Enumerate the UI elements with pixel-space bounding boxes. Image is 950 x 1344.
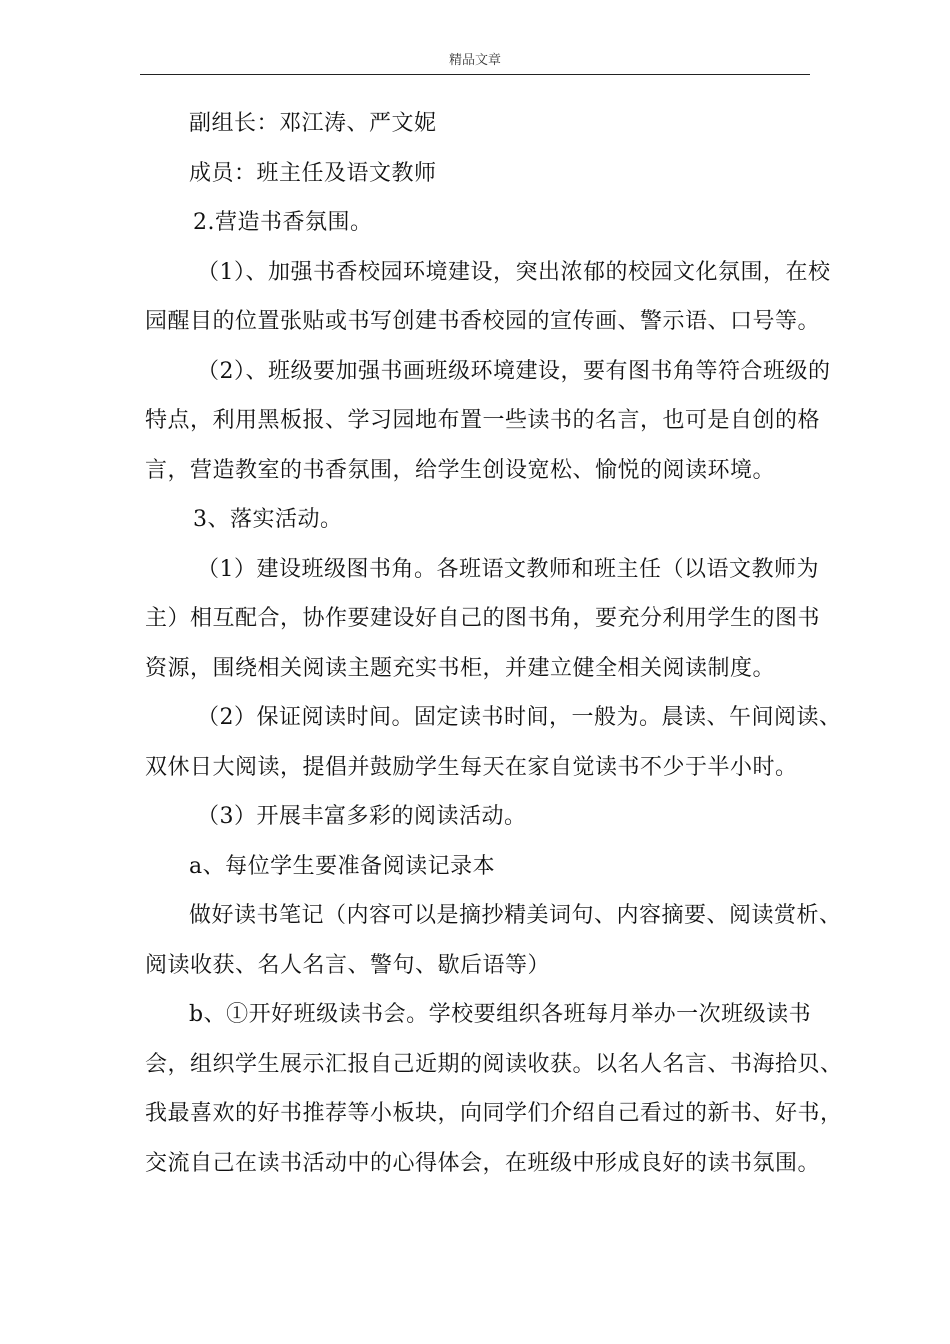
members-line: 成员：班主任及语文教师 (189, 160, 437, 186)
section-heading: 2.营造书香氛围。 (193, 210, 373, 235)
paragraph-line: 双休日大阅读，提倡并鼓励学生每天在家自觉读书不少于半小时。 (145, 754, 798, 780)
paragraph-line: 会，组织学生展示汇报自己近期的阅读收获。以名人名言、书海拾贝、 (145, 1051, 843, 1077)
document-body (145, 99, 843, 1188)
paragraph-line: 做好读书笔记（内容可以是摘抄精美词句、内容摘要、阅读赏析、 (189, 903, 842, 928)
paragraph-line: 资源，围绕相关阅读主题充实书柜，并建立健全相关阅读制度。 (145, 655, 776, 681)
page-header (140, 52, 810, 75)
paragraph-line: 我最喜欢的好书推荐等小板块，向同学们介绍自己看过的新书、好书， (145, 1101, 843, 1126)
paragraph-line: a、每位学生要准备阅读记录本 (189, 853, 496, 879)
section-heading: 3、落实活动。 (193, 507, 343, 532)
paragraph-line: （2）保证阅读时间。固定读书时间，一般为。晨读、午间阅读、 (197, 705, 842, 730)
paragraph-line: 特点，利用黑板报、学习园地布置一些读书的名言，也可是自创的格 (145, 408, 821, 433)
paragraph-line: （1）建设班级图书角。各班语文教师和班主任（以语文教师为 (197, 556, 819, 582)
paragraph-line: （3）开展丰富多彩的阅读活动。 (197, 804, 527, 829)
paragraph-line: 言，营造教室的书香氛围，给学生创设宽松、愉悦的阅读环境。 (145, 457, 776, 483)
paragraph-line: （1）、加强书香校园环境建设，突出浓郁的校园文化氛围，在校 (197, 259, 831, 285)
paragraph-line: （2）、班级要加强书画班级环境建设，要有图书角等符合班级的 (197, 358, 831, 384)
paragraph-line: b、①开好班级读书会。学校要组织各班每月举办一次班级读书 (189, 1002, 812, 1027)
paragraph-line: 阅读收获、名人名言、警句、歇后语等） (145, 952, 551, 978)
header-title: 精品文章 (448, 53, 501, 68)
paragraph-line: 园醒目的位置张贴或书写创建书香校园的宣传画、警示语、口号等。 (145, 309, 821, 334)
deputy-leader-line: 副组长：邓江涛、严文妮 (189, 111, 437, 136)
paragraph-line: 主）相互配合，协作要建设好自己的图书角，要充分利用学生的图书 (145, 606, 821, 631)
paragraph-line: 交流自己在读书活动中的心得体会，在班级中形成良好的读书氛围。 (145, 1150, 821, 1176)
